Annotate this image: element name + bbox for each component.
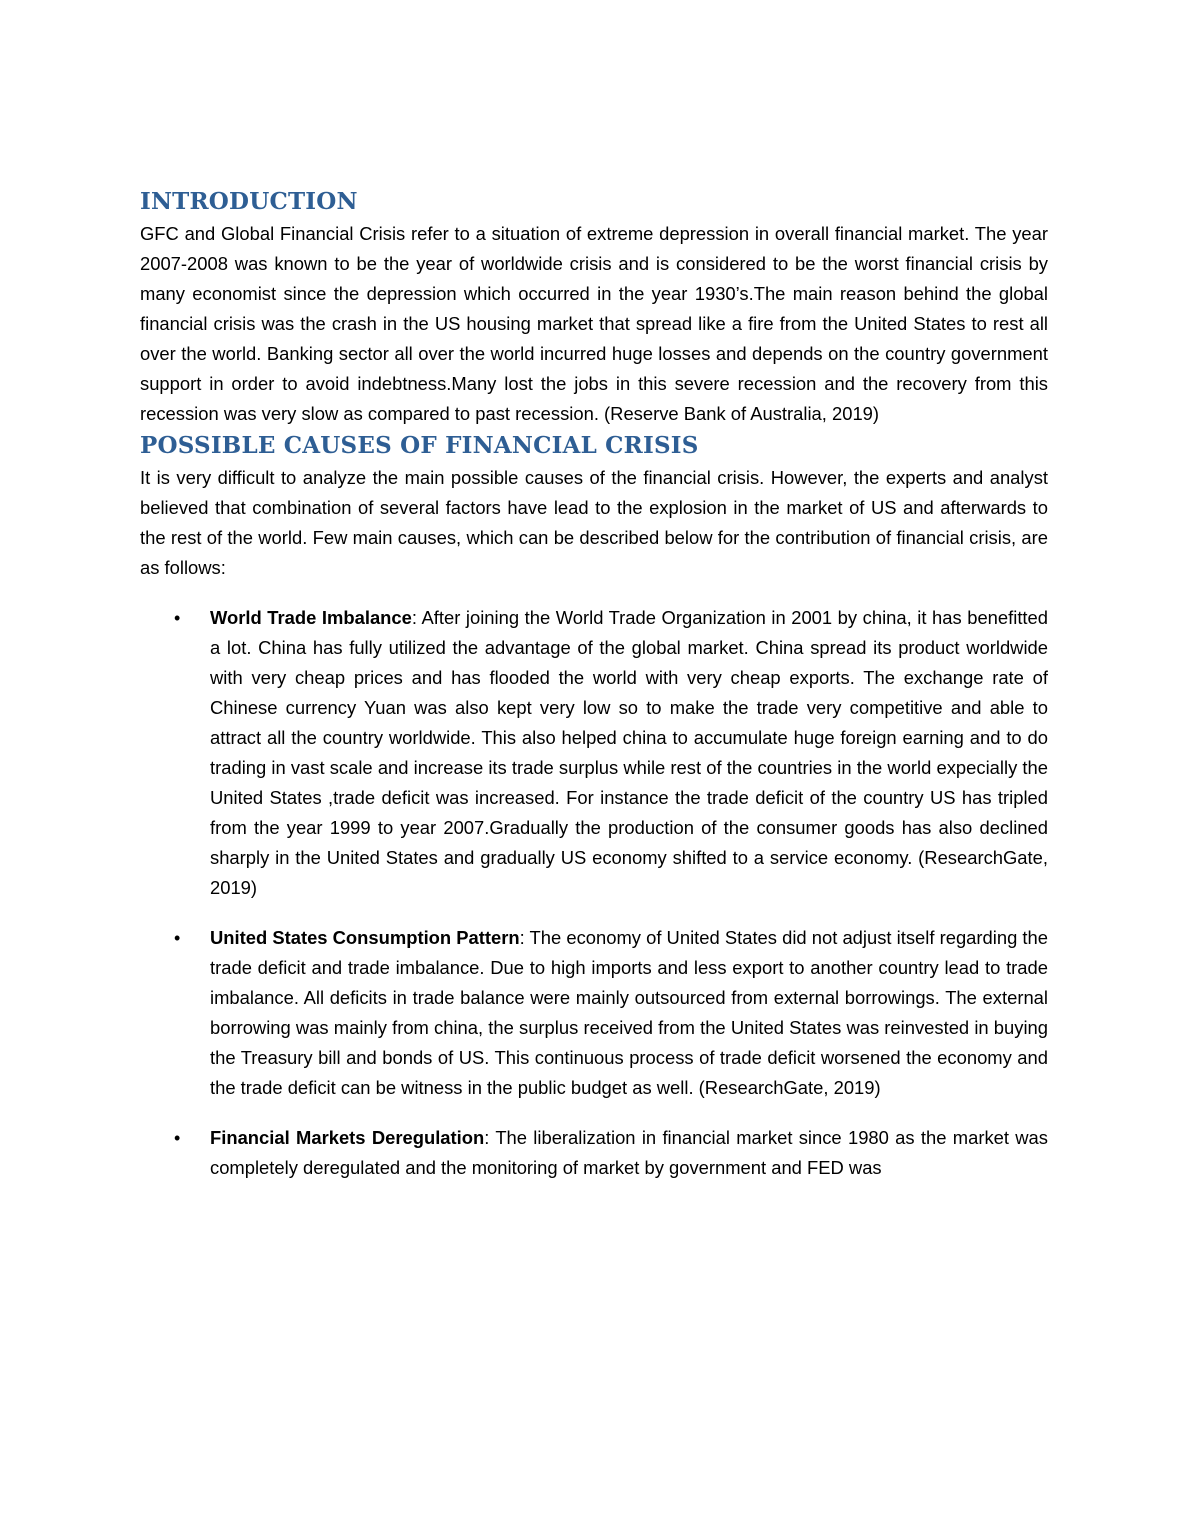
list-item-us-consumption-pattern [140, 923, 1048, 1103]
introduction-heading: INTRODUCTION [140, 188, 358, 215]
list-item-text: : The economy of United States did not adjust itself regarding the trade deficit and trade imbalance. Due to high imports and less export to another country lead to trade imbalance. All deficits in trade balance were mainly outsourced from external borrowings. The external borrowing was mainly from china, the surplus received from the United States was reinvested in buying the Treasury bill and bonds of US. This continuous process of trade deficit worsened the economy and the trade deficit can be witness in the public budget as well. (ResearchGate, 2019) [210, 927, 1048, 1098]
bullet-icon: • [174, 608, 181, 628]
causes-intro-paragraph: It is very difficult to analyze the main possible causes of the financial crisis. However, the experts and analyst believed that combination of several factors have lead to the explosion in the market of US and afterwards to the rest of the world. Few main causes, which can be described below for the contribution of financial crisis, are as follows: [140, 467, 1048, 578]
page-content [140, 185, 1048, 1203]
list-item-term: World Trade Imbalance [210, 607, 412, 628]
list-item-financial-markets-deregulation [140, 1123, 1048, 1183]
causes-list [140, 603, 1048, 1183]
list-item-text: : After joining the World Trade Organization in 2001 by china, it has benefitted a lot. China has fully utilized the advantage of the global market. China spread its product worldwide with very cheap prices and has flooded the world with very cheap exports. The exchange rate of Chinese currency Yuan was also kept very low so to make the trade very competitive and able to attract all the country worldwide. This also helped china to accumulate huge foreign earning and to do trading in vast scale and increase its trade surplus while rest of the countries in the world expecially the United States ,trade deficit was increased. For instance the trade deficit of the country US has tripled from the year 1999 to year 2007.Gradually the production of the consumer goods has also declined sharply in the United States and gradually US economy shifted to a service economy. (ResearchGate, 2019) [210, 607, 1048, 898]
causes-heading: POSSIBLE CAUSES OF FINANCIAL CRISIS [140, 432, 699, 459]
list-item-world-trade-imbalance [140, 603, 1048, 903]
bullet-icon: • [174, 1128, 181, 1148]
list-item-text: : The liberalization in financial market since 1980 as the market was completely deregulated and the monitoring of market by government and FED was [210, 1127, 1048, 1178]
bullet-icon: • [174, 928, 181, 948]
introduction-paragraph: GFC and Global Financial Crisis refer to a situation of extreme depression in overall financial market. The year 2007-2008 was known to be the year of worldwide crisis and is considered to be the worst financial crisis by many economist since the depression which occurred in the year 1930’s.The main reason behind the global financial crisis was the crash in the US housing market that spread like a fire from the United States to rest all over the world. Banking sector all over the world incurred huge losses and depends on the country government support in order to avoid indebtness.Many lost the jobs in this severe recession and the recovery from this recession was very slow as compared to past recession. (Reserve Bank of Australia, 2019) [140, 223, 1048, 424]
list-item-term: United States Consumption Pattern [210, 927, 520, 948]
list-item-term: Financial Markets Deregulation [210, 1127, 485, 1148]
